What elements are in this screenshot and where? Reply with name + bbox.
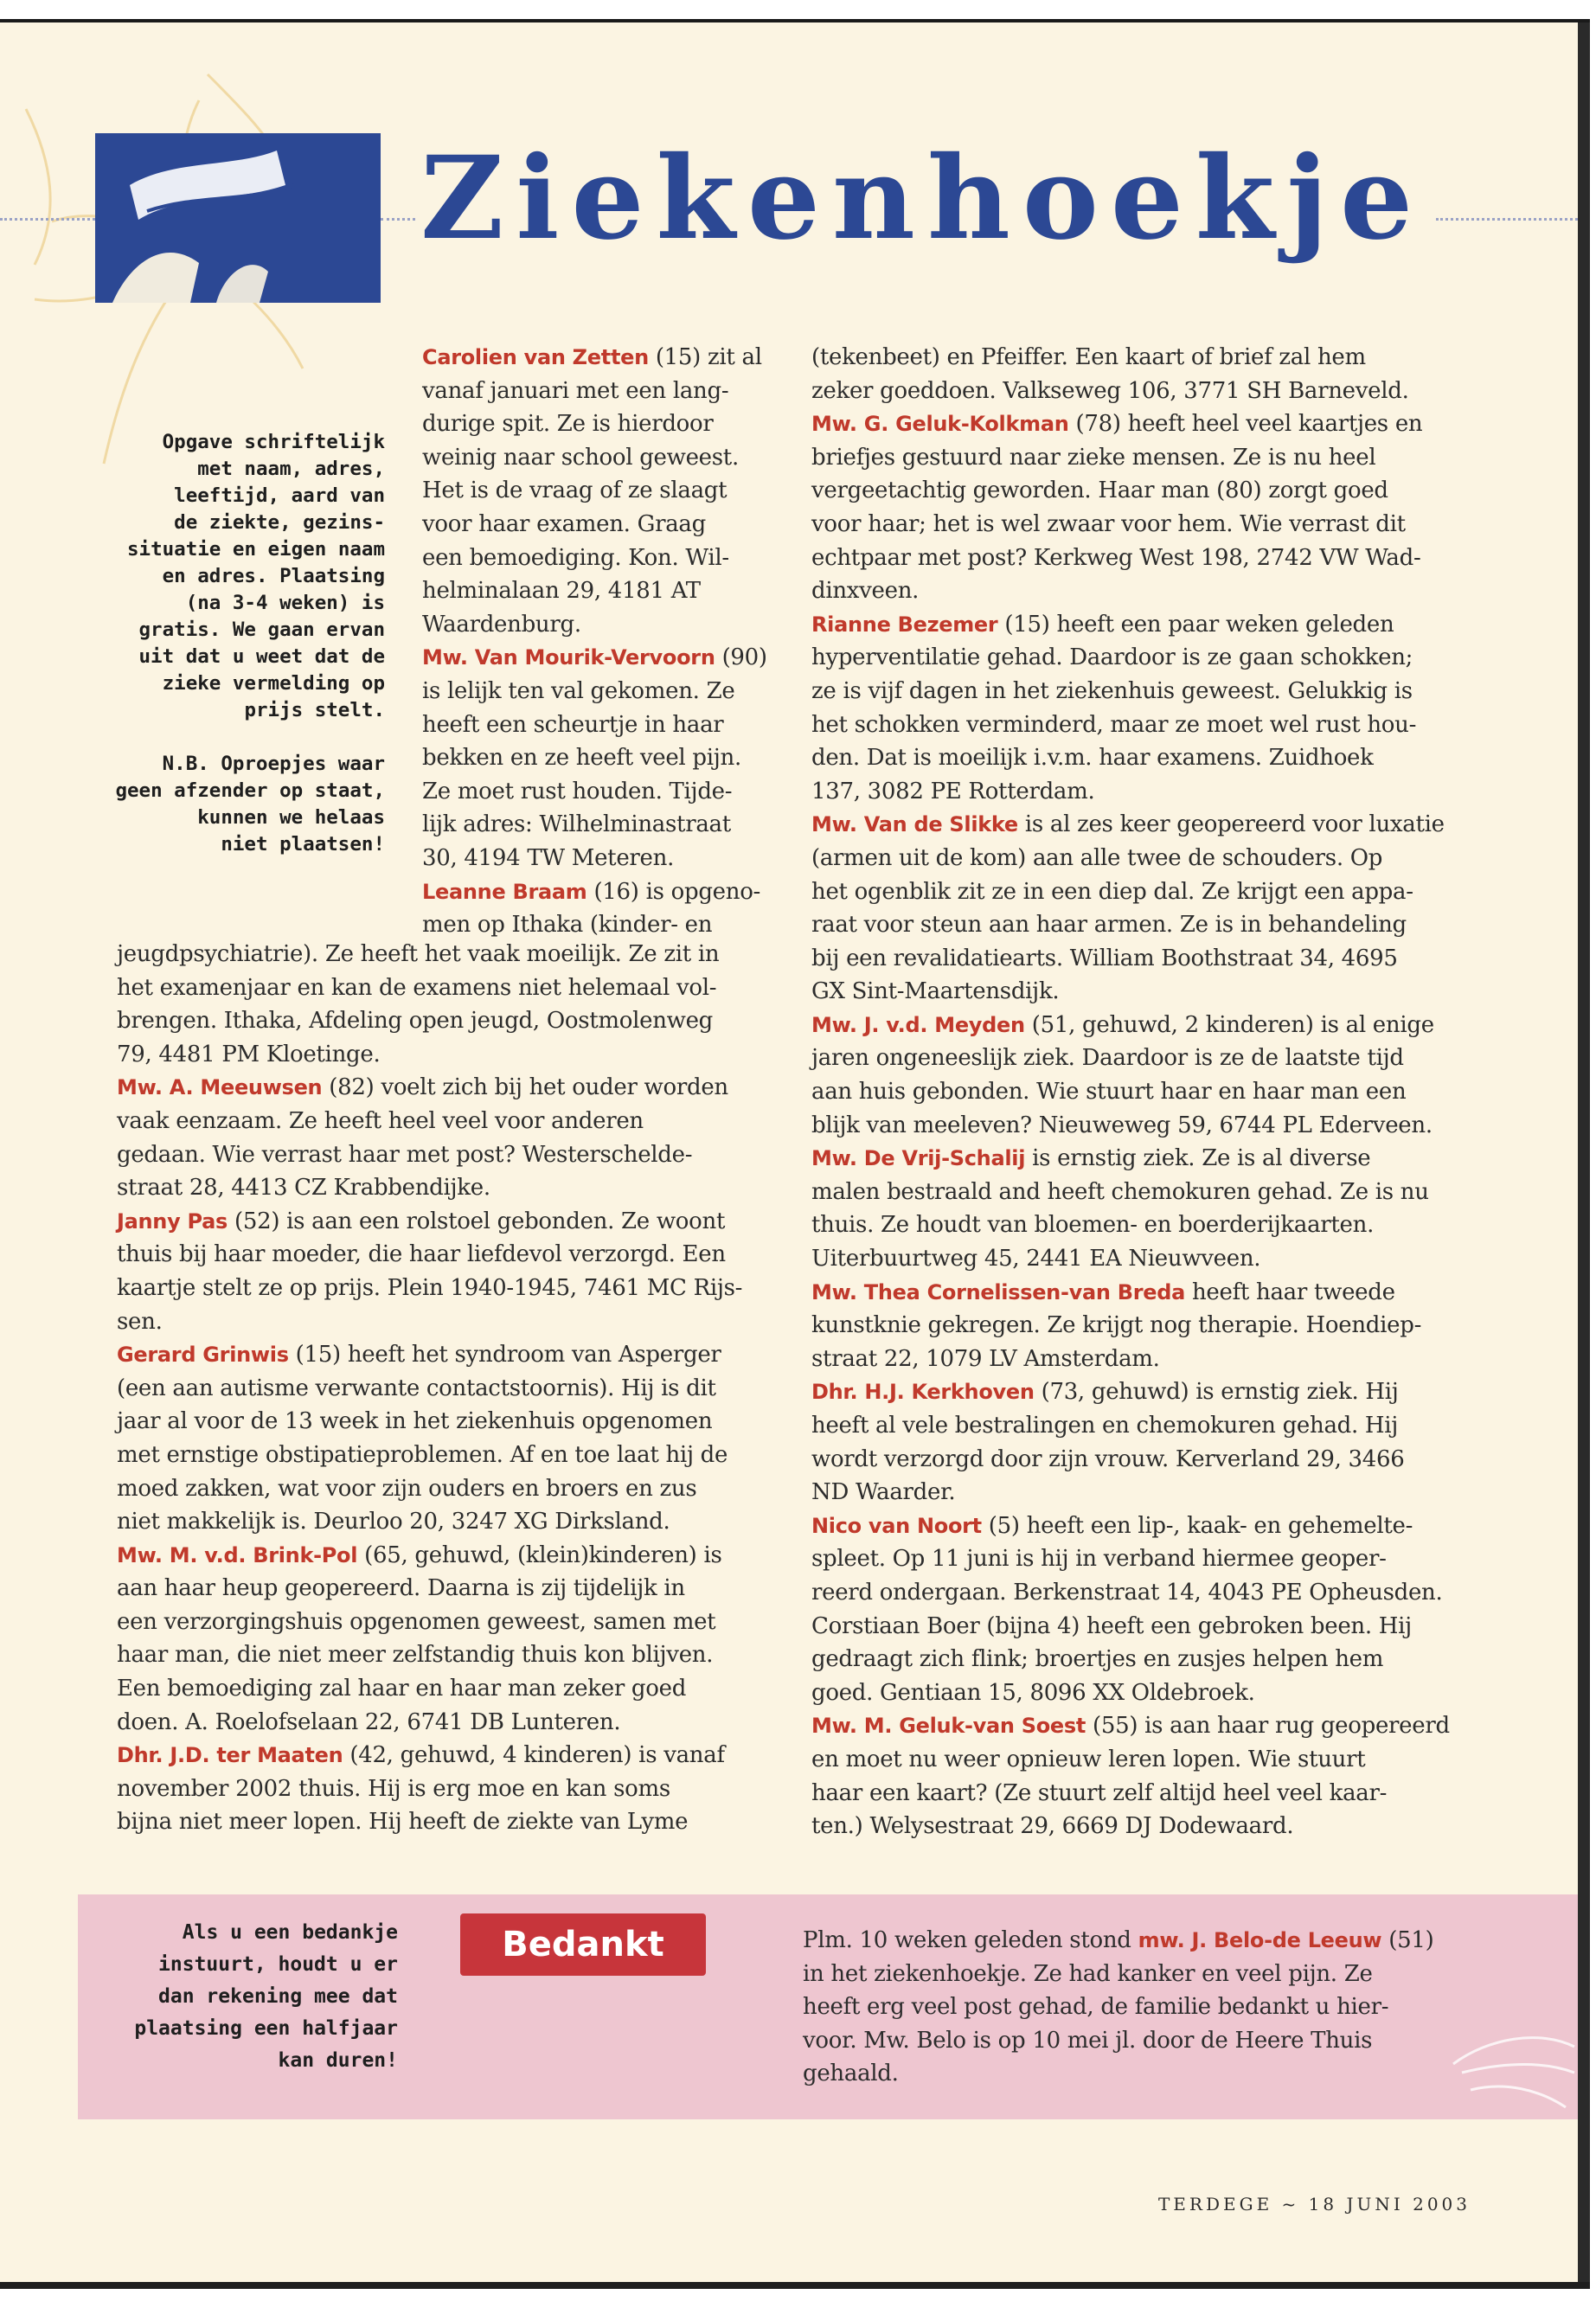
list-item: [811, 1012, 1434, 1138]
entry-name: Mw. J. v.d. Meyden: [811, 1012, 1025, 1037]
page-title: Ziekenhoekje: [420, 131, 1426, 266]
list-item: [811, 1513, 1442, 1706]
entry-text: (tekenbeet) en Pfeiffer. Een kaart of brief zal hem zeker goeddoen. Valkseweg 106, 3771 SH Barneveld.: [811, 344, 1409, 404]
entry-name: Dhr. J.D. ter Maaten: [117, 1743, 343, 1768]
entry-text: (90) is lelijk ten val gekomen. Ze heeft een scheurtje in haar bekken en ze heeft veel pijn. Ze moet rust houden. Tijde- lijk adres: Wilhelminastraat 30, 4194 TW Meteren.: [422, 644, 767, 871]
entry-text: (82) voelt zich bij het ouder worden vaak eenzaam. Ze heeft heel veel voor anderen gedaan. Wie verrast haar met post? Westerschelde- straat 28, 4413 CZ Krabbendijke.: [117, 1074, 728, 1202]
entry-text: (15) heeft het syndroom van Asperger (een aan autisme verwante contactstoornis). Hij is dit jaar al voor de 13 week in het ziekenhuis opgenomen met ernstige obstipatieproblemen. Af en toe laat hij de moed zakken, wat voor zijn ouders en broers en zus niet makkelijk is. Deurloo 20, 3247 XG Dirksland.: [117, 1342, 728, 1535]
bedankt-note: Als u een bedankje instuurt, houdt u er dan rekening mee dat plaatsing een halfjaar kan duren!: [134, 1921, 398, 2072]
entry-name: Mw. De Vrij-Schalij: [811, 1146, 1026, 1171]
list-item: [117, 1742, 725, 1835]
list-item: [422, 879, 760, 939]
entry-text: (52) is aan een rolstoel gebonden. Ze woont thuis bij haar moeder, die haar liefdevol verzorgd. Een kaartje stelt ze op prijs. Plein 1940-1945, 7461 MC Rijs- sen.: [117, 1208, 743, 1335]
entry-text: jeugdpsychiatrie). Ze heeft het vaak moeilijk. Ze zit in het examenjaar en kan de examens niet helemaal vol- brengen. Ithaka, Afdeling open jeugd, Oostmolenweg 79, 4481 PM Kloetinge.: [117, 941, 720, 1067]
entry-name: Janny Pas: [117, 1208, 228, 1234]
entry-text: is ernstig ziek. Ze is al diverse malen bestraald and heeft chemokuren gehad. Ze is nu thuis. Ze houdt van bloemen- en boerderijkaarten. Uiterbuurtweg 45, 2441 EA Nieuwveen.: [811, 1145, 1429, 1272]
magazine-page: [0, 19, 1590, 2289]
list-item: [811, 1713, 1450, 1839]
entry-text: (55) is aan haar rug geopereerd en moet nu weer opnieuw leren lopen. Wie stuurt haar een kaart? (Ze stuurt zelf altijd heel veel kaar- ten.) Welysestraat 29, 6669 DJ Dodewaard.: [811, 1713, 1450, 1840]
title-rule-left: [0, 218, 95, 221]
entry-name: Dhr. H.J. Kerkhoven: [811, 1380, 1035, 1405]
title-rule-mid: [381, 218, 415, 221]
list-item: [811, 411, 1422, 604]
entry-text: (78) heeft heel veel kaartjes en briefjes gestuurd naar zieke mensen. Ze is nu heel vergeetachtig geworden. Haar man (80) zorgt goed voor haar; het is wel zwaar voor hem. Wie verrast dit echtpaar met post? Kerkweg West 198, 2742 VW Wad- dinxveen.: [811, 411, 1423, 605]
column-right: [811, 341, 1469, 1843]
entry-name: Gerard Grinwis: [117, 1343, 289, 1368]
entry-name: Leanne Braam: [422, 879, 587, 904]
bedankt-text: [803, 1924, 1460, 2091]
entry-name: Carolien van Zetten: [422, 345, 649, 369]
entry-text: (5) heeft een lip-, kaak- en gehemelte- spleet. Op 11 juni is hij in verband hiermee geoper- reerd ondergaan. Berkenstraat 14, 4043 PE Opheusden. Corstiaan Boer (bijna 4) heeft een gebroken been. Hij gedraagt zich flink; broertjes en zusjes helpen hem goed. Gentiaan 15, 8096 XX Oldebroek.: [811, 1512, 1443, 1706]
entry-name: Mw. A. Meeuwsen: [117, 1075, 323, 1100]
entry-text: (65, gehuwd, (klein)kinderen) is aan haar heup geopereerd. Daarna is zij tijdelijk in een verzorgingshuis opgenomen geweest, samen met haar man, die niet meer zelfstandig thuis kon blijven. Een bemoediging zal haar en haar man zeker goed doen. A. Roelofselaan 22, 6741 DB Lunteren.: [117, 1541, 722, 1735]
entry-text: (15) heeft een paar weken geleden hyperventilatie gehad. Daardoor is ze gaan schokken; ze is vijf dagen in het ziekenhuis geweest. Gelukkig is het schokken verminderd, maar ze moet wel rust hou- den. Dat is moeilijk i.v.m. haar examens. Zuidhoek 137, 3082 PE Rotterdam.: [811, 611, 1417, 804]
entry-name: Nico van Noort: [811, 1513, 982, 1538]
page-edge-bottom: [0, 2282, 1590, 2289]
list-item: [811, 612, 1416, 804]
list-item: [422, 344, 762, 638]
page-edge: [1578, 22, 1590, 2289]
entry-text: heeft haar tweede kunstknie gekregen. Ze krijgt nog therapie. Hoendiep- straat 22, 1079 LV Amsterdam.: [811, 1279, 1422, 1372]
list-item: [422, 644, 767, 871]
submission-note: N.B. Oproepjes waar geen afzender op staat, kunnen we helaas niet plaatsen!: [115, 753, 385, 856]
bedankt-name: mw. J. Belo-de Leeuw: [1138, 1928, 1382, 1952]
entry-name: Mw. M. v.d. Brink-Pol: [117, 1542, 358, 1567]
entry-text: (16) is opgeno- men op Ithaka (kinder- en: [422, 878, 761, 939]
list-item: [117, 1074, 728, 1201]
page-footer: TERDEGE ~ 18 JUNI 2003: [1157, 2194, 1471, 2214]
list-item: [811, 1379, 1404, 1505]
list-item: [117, 1342, 727, 1535]
entry-text: (73, gehuwd) is ernstig ziek. Hij heeft al vele bestralingen en chemokuren gehad. Hij wordt verzorgd door zijn vrouw. Kerverland 29, 3466 ND Waarder.: [811, 1379, 1405, 1506]
entry-text: is al zes keer geopereerd voor luxatie (armen uit de kom) aan alle twee de schouders. Op het ogenblik zit ze in een diep dal. Ze krijgt een appa- raat voor steun aan haar armen. Ze is in behandeling bij een revalidatiearts. William Boothstraat 34, 4695 GX Sint-Maartensdijk.: [811, 811, 1445, 1005]
entry-name: Mw. M. Geluk-van Soest: [811, 1714, 1086, 1739]
bedankt-text-after: (51) in het ziekenhoekje. Ze had kanker en veel pijn. Ze heeft erg veel post gehad, de familie bedankt u hier- voor. Mw. Belo is op 10 mei jl. door de Heere Thuis gehaald.: [803, 1927, 1434, 2087]
list-item: [811, 1145, 1429, 1272]
section-logo: [95, 133, 381, 303]
entry-text: (15) zit al vanaf januari met een lang- durige spit. Ze is hierdoor weinig naar school geweest. Het is de vraag of ze slaagt voor haar examen. Graag een bemoediging. Kon. Wil- helminalaan 29, 4181 AT Waardenburg.: [422, 344, 762, 638]
entry-name: Rianne Bezemer: [811, 612, 998, 637]
entry-name: Mw. G. Geluk-Kolkman: [811, 412, 1069, 437]
list-item: [811, 811, 1445, 1004]
entry-text: (42, gehuwd, 4 kinderen) is vanaf november 2002 thuis. Hij is erg moe en kan soms bijna niet meer lopen. Hij heeft de ziekte van Lyme: [117, 1742, 725, 1836]
bedankt-text-before: Plm. 10 weken geleden stond: [803, 1927, 1138, 1953]
list-item: [811, 1279, 1421, 1372]
list-item: [117, 1542, 722, 1735]
column-left: [117, 938, 774, 1839]
entry-text: (51, gehuwd, 2 kinderen) is al enige jaren ongeneeslijk ziek. Daardoor is ze de laatste tijd aan huis gebonden. Wie stuurt haar en haar man een blijk van meeleven? Nieuweweg 59, 6744 PL Ederveen.: [811, 1011, 1434, 1138]
entry-name: Mw. Van Mourik-Vervoorn: [422, 645, 715, 670]
list-item: [117, 1208, 742, 1335]
submission-instructions: Opgave schriftelijk met naam, adres, leeftijd, aard van de ziekte, gezins- situatie en eigen naam en adres. Plaatsing (na 3-4 weken) is gratis. We gaan ervan uit dat u weet dat de zieke vermelding op prijs stelt.: [126, 431, 385, 721]
bedankt-heading: Bedankt: [460, 1913, 706, 1976]
entry-name: Mw. Van de Slikke: [811, 812, 1018, 837]
entry-name: Mw. Thea Cornelissen-van Breda: [811, 1279, 1185, 1304]
feather-illustration: [1445, 2012, 1583, 2116]
column-middle-top: [422, 341, 777, 942]
